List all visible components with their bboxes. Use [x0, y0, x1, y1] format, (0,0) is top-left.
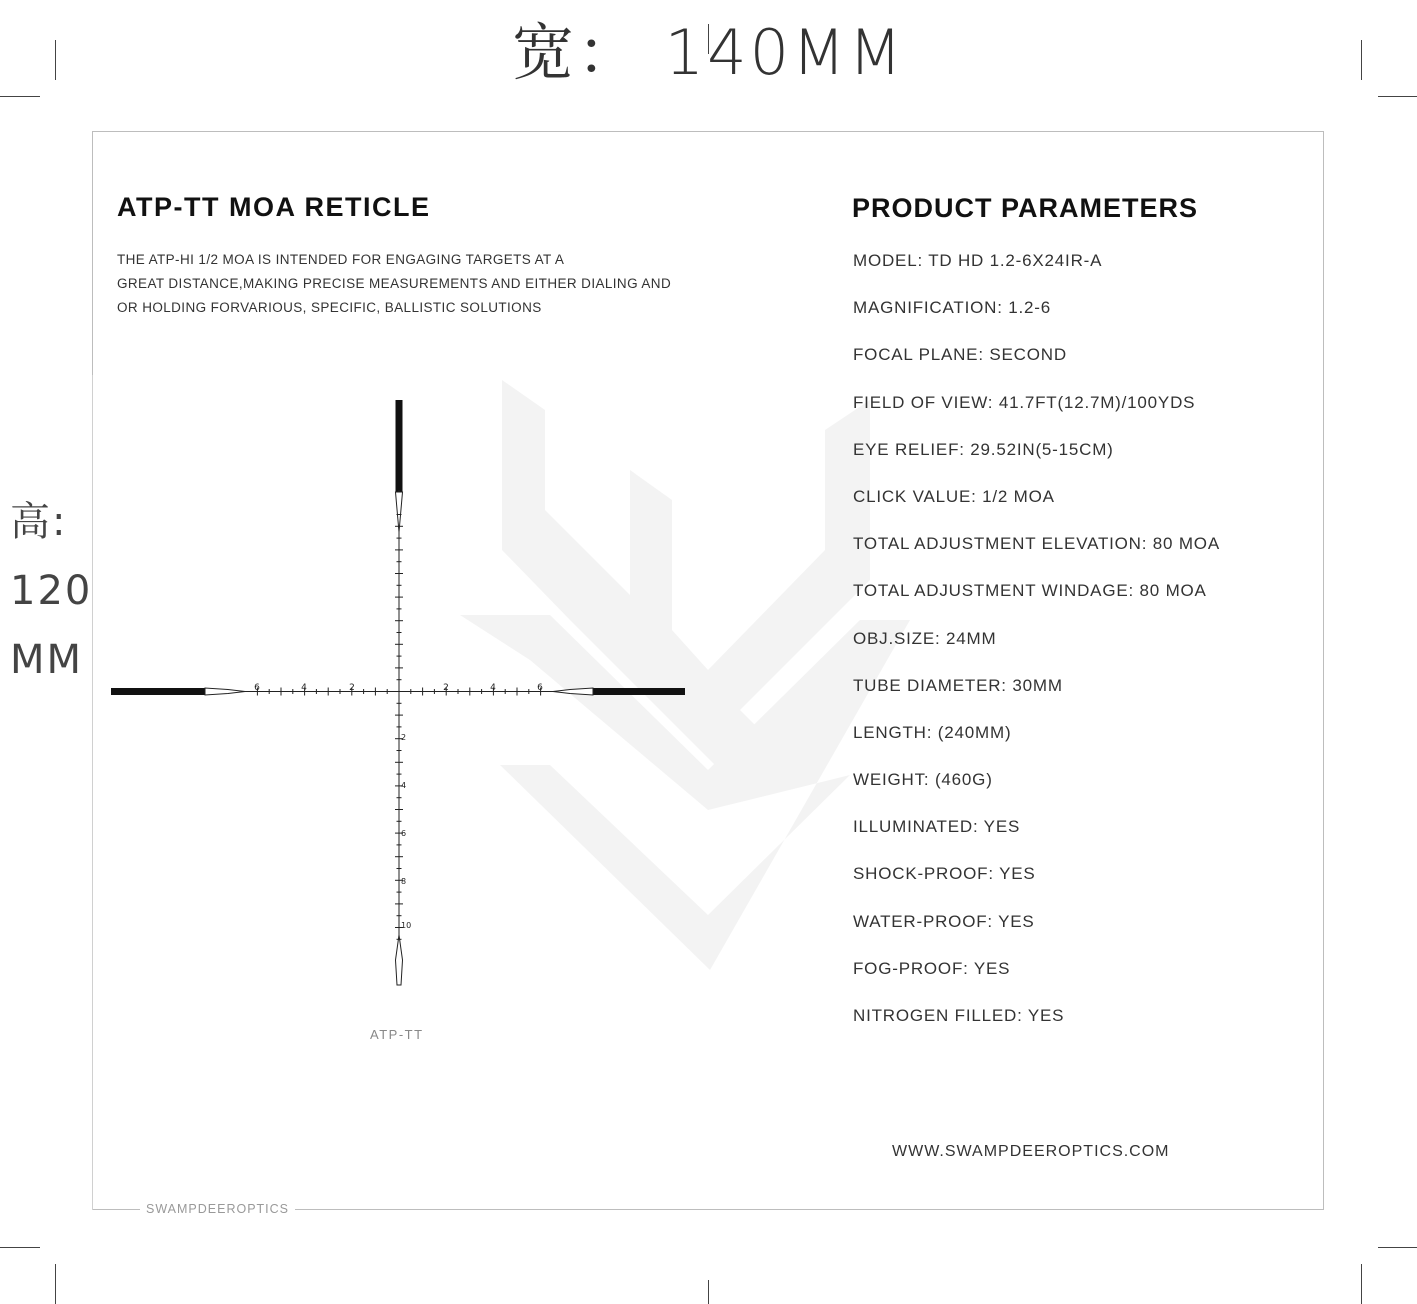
center-mark [708, 1280, 709, 1304]
reticle-number: 6 [401, 829, 407, 838]
reticle-number: 2 [401, 733, 407, 742]
height-dimension-label [10, 488, 92, 695]
parameter-item: TOTAL ADJUSTMENT WINDAGE: 80 MOA [853, 581, 1207, 601]
reticle-number: 2 [349, 683, 355, 693]
parameter-item: EYE RELIEF: 29.52IN(5-15CM) [853, 439, 1114, 459]
reticle-number: 10 [401, 921, 412, 930]
left-taper [205, 688, 245, 695]
reticle-number: 4 [401, 781, 407, 790]
reticle-number: 8 [401, 877, 407, 886]
reticle-number: 4 [301, 683, 307, 693]
parameter-item: FIELD OF VIEW: 41.7FT(12.7M)/100YDS [853, 392, 1196, 412]
right-taper [553, 688, 593, 695]
height-label-line: MM [10, 637, 84, 683]
description-line: THE ATP-HI 1/2 MOA IS INTENDED FOR ENGAGING TARGETS AT A [117, 252, 565, 267]
top-thick-post [396, 400, 403, 492]
reticle-number: 4 [490, 683, 496, 693]
crop-mark [0, 1247, 40, 1248]
reticle-caption: ATP-TT [370, 1027, 424, 1042]
crop-mark [1378, 1247, 1417, 1248]
parameter-item: WEIGHT: (460G) [853, 770, 993, 790]
parameters-title: PRODUCT PARAMETERS [852, 193, 1199, 223]
crop-mark [1378, 96, 1417, 97]
height-label-line: 高: [10, 499, 68, 545]
parameter-item: TUBE DIAMETER: 30MM [853, 675, 1063, 695]
crop-mark [0, 96, 40, 97]
crop-mark [55, 1264, 56, 1304]
reticle-number: 2 [443, 683, 449, 693]
reticle-diagram [100, 390, 700, 1000]
parameter-item: OBJ.SIZE: 24MM [853, 628, 997, 648]
reticle-description [117, 248, 717, 320]
parameter-item: NITROGEN FILLED: YES [853, 1006, 1065, 1025]
parameter-item: FOG-PROOF: YES [853, 958, 1011, 978]
website-url: WWW.SWAMPDEEROPTICS.COM [892, 1143, 1170, 1160]
parameter-item: LENGTH: (240MM) [853, 722, 1012, 742]
description-line: GREAT DISTANCE,MAKING PRECISE MEASUREMENTS AND EITHER DIALING AND [117, 276, 672, 291]
reticle-title: ATP-TT MOA RETICLE [117, 192, 431, 222]
parameter-item: SHOCK-PROOF: YES [853, 864, 1036, 884]
reticle-number: 6 [537, 683, 543, 693]
footer-brand: SWAMPDEEROPTICS [140, 1202, 295, 1216]
right-thick-post [593, 688, 685, 695]
parameters-list [853, 250, 1220, 1052]
parameter-item: MAGNIFICATION: 1.2-6 [853, 298, 1051, 318]
parameter-item: TOTAL ADJUSTMENT ELEVATION: 80 MOA [853, 534, 1220, 554]
parameter-item: CLICK VALUE: 1/2 MOA [853, 486, 1055, 506]
width-dimension-label: 宽： 140MM [511, 16, 906, 89]
bottom-taper [396, 935, 403, 985]
height-label-line: 120 [10, 568, 93, 614]
parameter-item: MODEL: TD HD 1.2-6X24IR-A [853, 251, 1103, 270]
left-thick-post [111, 688, 205, 695]
reticle-number: 6 [254, 683, 260, 693]
parameter-item: ILLUMINATED: YES [853, 817, 1021, 837]
parameter-item: FOCAL PLANE: SECOND [853, 345, 1067, 365]
parameter-item: WATER-PROOF: YES [853, 911, 1035, 931]
crop-mark [1361, 1264, 1362, 1304]
description-line: OR HOLDING FORVARIOUS, SPECIFIC, BALLISTIC SOLUTIONS [117, 300, 542, 315]
divider-line [92, 375, 93, 1210]
